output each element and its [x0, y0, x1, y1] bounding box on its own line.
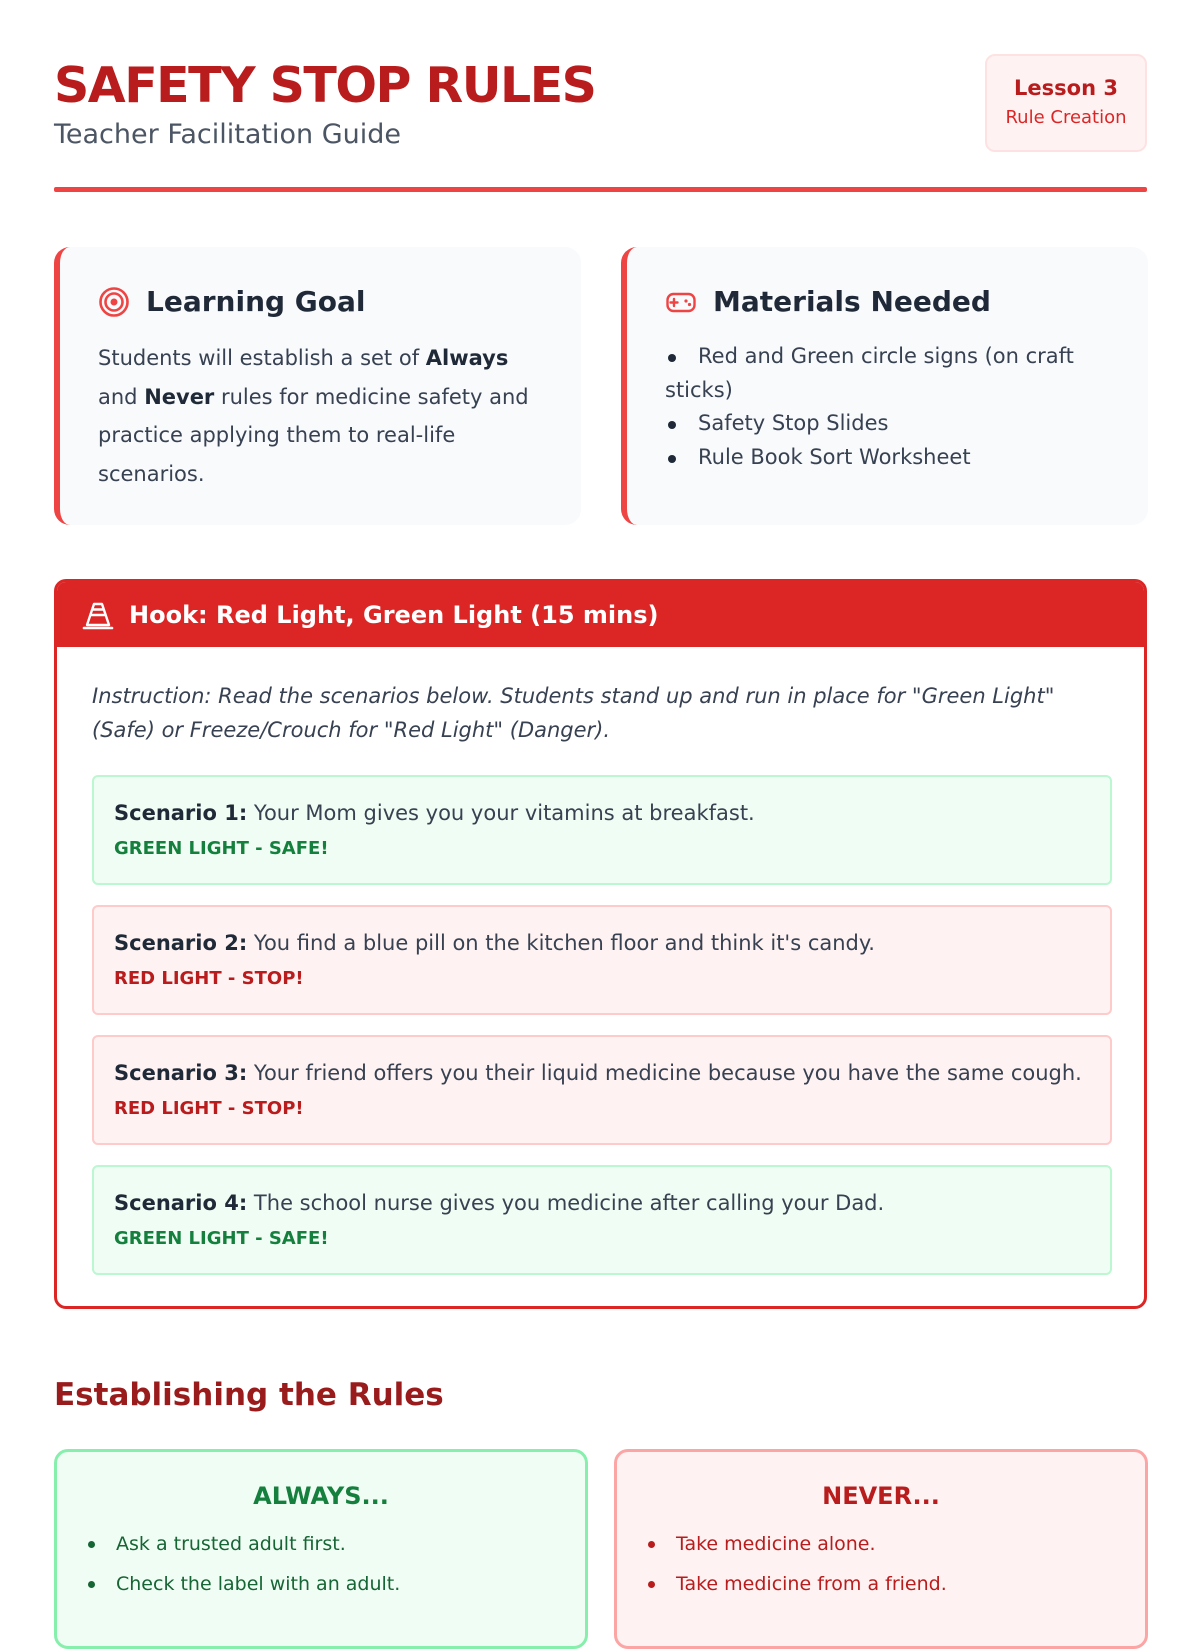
- lesson-topic: Rule Creation: [1005, 107, 1127, 128]
- scenario-description: You find a blue pill on the kitchen floor and think it's candy.: [247, 931, 875, 955]
- learning-goal-text: [98, 339, 538, 493]
- scenario-description: Your friend offers you their liquid medicine because you have the same cough.: [247, 1061, 1082, 1085]
- scenario-label: Scenario 2:: [114, 931, 248, 955]
- page-header: [54, 52, 1147, 194]
- scenario-text: [114, 1059, 1090, 1087]
- goal-always-word: Always: [425, 346, 509, 370]
- hook-instruction: Instruction: Read the scenarios below. Students stand up and run in place for "Green Light" (Safe) or Freeze/Crouch for "Red Light" (Danger).: [92, 684, 1055, 742]
- materials-title: Materials Needed: [713, 285, 991, 318]
- scenario-card: [92, 905, 1112, 1015]
- always-rules-list: [57, 1524, 585, 1604]
- list-item: Red and Green circle signs (on craft sticks): [665, 340, 1115, 407]
- scenario-text: [114, 799, 1090, 827]
- goal-never-word: Never: [144, 384, 215, 409]
- goal-text-part: and: [98, 384, 145, 409]
- never-rules-list: [617, 1524, 1145, 1604]
- list-item: Check the label with an adult.: [85, 1564, 585, 1604]
- materials-list: [665, 340, 1115, 474]
- goal-text-part: rules for medicine safety and practice applying them to real-life scenarios.: [98, 384, 529, 486]
- traffic-cone-icon: [81, 598, 115, 632]
- never-rules-card: [614, 1449, 1148, 1649]
- learning-goal-title: Learning Goal: [146, 285, 366, 318]
- page-subtitle: Teacher Facilitation Guide: [54, 119, 401, 150]
- rules-heading: Establishing the Rules: [54, 1377, 444, 1413]
- hook-title: Hook: Red Light, Green Light (15 mins): [129, 600, 659, 629]
- list-item: Rule Book Sort Worksheet: [665, 441, 1115, 475]
- never-title: NEVER...: [822, 1482, 940, 1510]
- scenario-description: The school nurse gives you medicine after calling your Dad.: [247, 1191, 885, 1215]
- list-item: Ask a trusted adult first.: [85, 1524, 585, 1564]
- list-item: Take medicine alone.: [645, 1524, 1145, 1564]
- hook-section: [54, 579, 1147, 1309]
- page-title: SAFETY STOP RULES: [54, 57, 596, 114]
- scenario-card: [92, 775, 1112, 885]
- scenario-label: Scenario 4:: [114, 1191, 248, 1215]
- lesson-number: Lesson 3: [1014, 76, 1118, 100]
- scenario-verdict: GREEN LIGHT - SAFE!: [114, 1228, 329, 1249]
- learning-goal-heading: [98, 285, 366, 318]
- materials-heading: [665, 285, 991, 318]
- goal-text-part: Students will establish a set of: [98, 346, 426, 370]
- target-icon: [98, 286, 130, 318]
- scenario-verdict: RED LIGHT - STOP!: [114, 968, 304, 989]
- scenario-card: [92, 1035, 1112, 1145]
- scenario-verdict: RED LIGHT - STOP!: [114, 1098, 304, 1119]
- scenario-verdict: GREEN LIGHT - SAFE!: [114, 838, 329, 859]
- always-title: ALWAYS...: [253, 1482, 389, 1510]
- scenario-text: [114, 929, 1090, 957]
- list-item: Take medicine from a friend.: [645, 1564, 1145, 1604]
- lesson-badge: [985, 54, 1147, 152]
- always-rules-card: [54, 1449, 588, 1649]
- scenario-text: [114, 1189, 1090, 1217]
- gamepad-icon: [665, 286, 697, 318]
- materials-card: [621, 247, 1148, 525]
- scenario-label: Scenario 3:: [114, 1061, 248, 1085]
- scenario-label: Scenario 1:: [114, 801, 248, 825]
- list-item: Safety Stop Slides: [665, 407, 1115, 441]
- header-divider: [54, 187, 1147, 192]
- hook-header: [57, 582, 1144, 647]
- learning-goal-card: [54, 247, 581, 525]
- scenario-description: Your Mom gives you your vitamins at breakfast.: [247, 801, 755, 825]
- scenario-card: [92, 1165, 1112, 1275]
